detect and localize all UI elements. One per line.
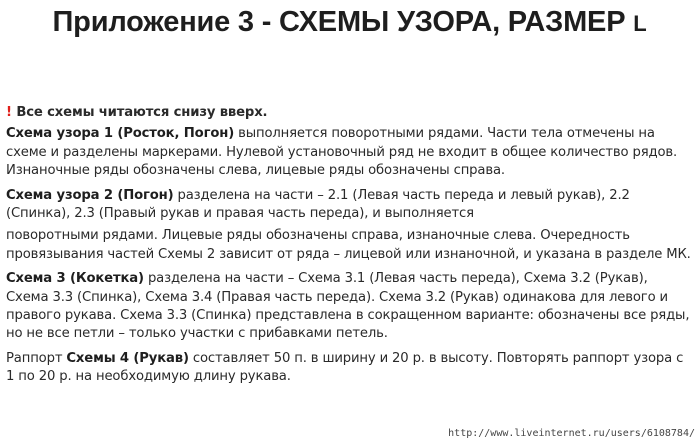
scheme-3-heading: Схема 3 (Кокетка) [6, 271, 144, 287]
intro-text: Все схемы читаются снизу вверх. [11, 105, 268, 120]
scheme-4-text: составляет 50 п. в ширину и 20 р. в высоту. Повторять раппорт узора с 1 по 20 р. на необходимую длину рукава. [6, 350, 684, 385]
scheme-4-heading: Схемы 4 (Рукав) [66, 350, 189, 366]
paragraph-scheme-4 [6, 350, 694, 387]
scheme-1-heading: Схема узора 1 (Росток, Погон) [6, 126, 235, 142]
scheme-2-heading: Схема узора 2 (Погон) [6, 187, 174, 203]
watermark-url: http://www.liveinternet.ru/users/6108784/ [448, 428, 695, 439]
paragraph-scheme-2-continued: поворотными рядами. Лицевые ряды обозначены справа, изнаночные слева. Очередность провязывания частей Схемы 2 зависит от ряда – лицевой или изнаночной, и указана в разделе МК. [6, 228, 691, 262]
scheme-3-text: разделена на части – Схема 3.1 (Левая часть переда), Схема 3.2 (Рукав), Схема 3.3 (Спинка), Схема 3.4 (Правая часть переда). Схема 3.2 (Рукав) одинакова для левого и правого рукава. Схема 3.3 (Спинка) представлена в сокращенном варианте: обозначены все ряды, но не все петли – только участки с прибавками петель. [6, 271, 690, 342]
paragraph-scheme-3 [6, 270, 694, 344]
page-title-main: Приложение 3 - СХЕМЫ УЗОРА, РАЗМЕР [52, 6, 626, 38]
page-title-size: L [633, 11, 647, 36]
intro-note [6, 104, 694, 122]
page-title [0, 4, 699, 42]
document-body [6, 104, 694, 387]
exclamation-icon: ! [6, 105, 12, 120]
scheme-2-text: разделена на части – 2.1 (Левая часть переда и левый рукав), 2.2 (Спинка), 2.3 (Правый рукав и правая часть переда), и выполняется [6, 187, 630, 222]
scheme-4-prefix: Раппорт [6, 350, 67, 366]
scheme-1-text: выполняется поворотными рядами. Части тела отмечены на схеме и разделены маркерами. Нулевой установочный ряд не входит в общее количество рядов. Изнаночные ряды обозначены слева, лицевые ряды обозначены справа. [6, 126, 678, 179]
paragraph-scheme-1 [6, 125, 694, 180]
paragraph-scheme-2 [6, 187, 694, 224]
